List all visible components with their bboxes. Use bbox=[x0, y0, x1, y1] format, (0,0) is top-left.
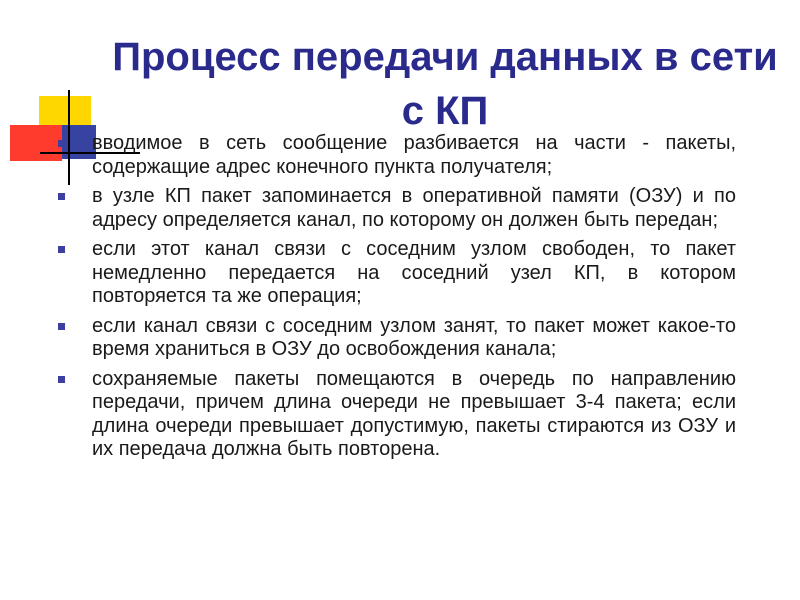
bullet-square-icon bbox=[58, 323, 65, 330]
bullet-text: в узле КП пакет запоминается в оперативной памяти (ОЗУ) и по адресу определяется канал, по которому он должен быть передан; bbox=[92, 185, 736, 231]
bullet-item bbox=[56, 238, 736, 309]
bullet-text: если этот канал связи с соседним узлом свободен, то пакет немедленно передается на соседний узел КП, в котором повторяется та же операция; bbox=[92, 238, 736, 307]
bullet-item bbox=[56, 368, 736, 462]
decorative-red-rectangle bbox=[10, 125, 62, 161]
bullet-item bbox=[56, 185, 736, 232]
bullet-item bbox=[56, 315, 736, 362]
bullet-square-icon bbox=[58, 246, 65, 253]
bullet-square-icon bbox=[58, 376, 65, 383]
slide-title: Процесс передачи данных в сети с КП bbox=[112, 35, 778, 133]
bullet-text: вводимое в сеть сообщение разбивается на части - пакеты, содержащие адрес конечного пункта получателя; bbox=[92, 132, 736, 178]
bullet-square-icon bbox=[58, 193, 65, 200]
bullet-text: если канал связи с соседним узлом занят, то пакет может какое-то время храниться в ОЗУ до освобождения канала; bbox=[92, 314, 736, 360]
bullet-square-icon bbox=[58, 140, 65, 147]
bullet-text: сохраняемые пакеты помещаются в очередь по направлению передачи, причем длина очереди не превышает 3-4 пакета; если длина очереди превышает допустимую, пакеты стираются из ОЗУ и их передача должна быть повторена. bbox=[92, 367, 736, 460]
bullet-list bbox=[56, 132, 736, 468]
bullet-item bbox=[56, 132, 736, 179]
